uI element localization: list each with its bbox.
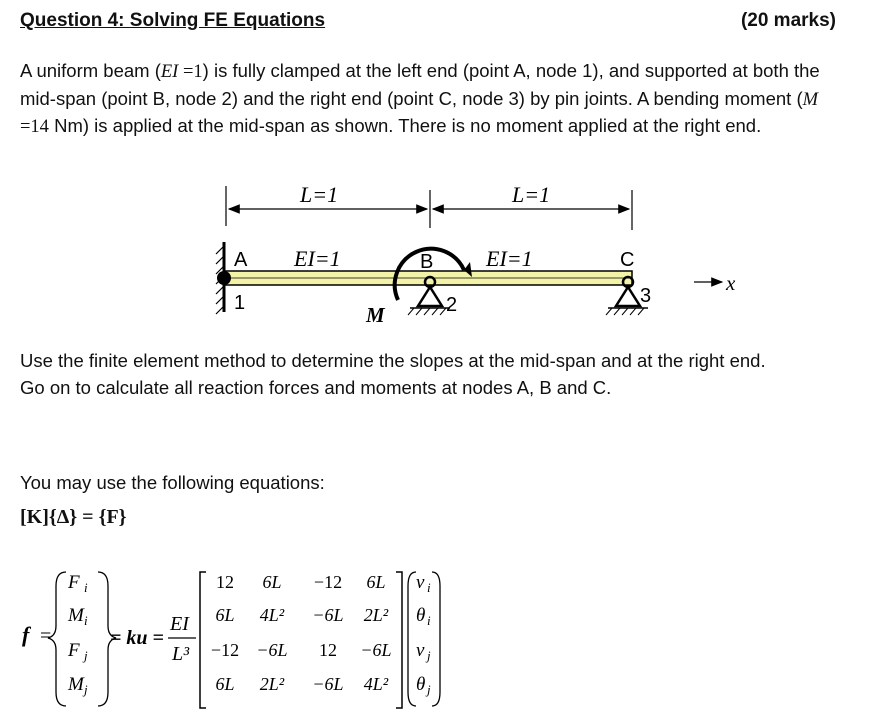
left-brace bbox=[48, 572, 66, 706]
displacement-vector bbox=[416, 572, 431, 697]
ku-label: = ku = bbox=[110, 627, 164, 649]
moment-value: =14 bbox=[20, 117, 49, 137]
matrix-cell: −6L bbox=[312, 605, 344, 625]
matrix-cell: 6L bbox=[262, 572, 282, 592]
global-equation: [K]{Δ} = {F} bbox=[20, 506, 127, 528]
matrix-cell: 6L bbox=[215, 674, 235, 694]
matrix-right-bracket bbox=[396, 572, 402, 708]
marks-label: (20 marks) bbox=[740, 10, 836, 31]
moment-symbol: M bbox=[802, 89, 819, 110]
force-subscript: i bbox=[84, 580, 88, 595]
matrix-cell: 4L² bbox=[363, 674, 389, 694]
disp-subscript: j bbox=[427, 648, 431, 663]
ei-label-1: EI=1 bbox=[294, 246, 341, 271]
matrix-cell: 2L² bbox=[363, 605, 389, 625]
disp-entry: v bbox=[416, 572, 425, 593]
matrix-cell: 12 bbox=[216, 572, 234, 592]
intro-text-1: A uniform beam ( bbox=[20, 60, 161, 81]
point-b-label: B bbox=[420, 251, 434, 273]
node-3-label: 3 bbox=[640, 285, 652, 307]
node-1-marker bbox=[217, 271, 231, 285]
disp-subscript: i bbox=[427, 613, 431, 628]
svg-text:=: = bbox=[40, 625, 52, 647]
matrix-left-bracket bbox=[200, 572, 206, 708]
task-line-2: Go on to calculate all reaction forces and moments at nodes A, B and C. bbox=[20, 376, 612, 398]
equations-intro: You may use the following equations: bbox=[20, 472, 325, 493]
ei-value: =1 bbox=[178, 62, 203, 82]
force-vector bbox=[67, 572, 88, 697]
force-entry: F bbox=[68, 572, 80, 593]
disp-subscript: i bbox=[427, 580, 431, 595]
matrix-cell: −12 bbox=[210, 640, 240, 660]
matrix-cell: 12 bbox=[319, 640, 337, 660]
disp-right-brace bbox=[432, 572, 440, 706]
point-c-label: C bbox=[620, 249, 635, 271]
disp-entry: θ bbox=[416, 674, 426, 695]
matrix-cell: 2L² bbox=[259, 674, 285, 694]
matrix-cell: 6L bbox=[366, 572, 386, 592]
ei-label-2: EI=1 bbox=[486, 246, 533, 271]
intro-text-2: ) is fully clamped at the left end (point A, node 1), and supported at both the mid-span (point B, node 2) and the right end (point C, node 3) by pin joints. A bending moment ( bbox=[20, 60, 820, 109]
span-label-1: L=1 bbox=[300, 182, 339, 207]
disp-entry: v bbox=[416, 640, 425, 661]
force-entry: F bbox=[68, 640, 80, 661]
disp-left-brace bbox=[408, 572, 416, 706]
matrix-cell: −6L bbox=[360, 640, 392, 660]
element-equation bbox=[0, 560, 892, 727]
intro-text-3: Nm) is applied at the mid-span as shown. There is no moment applied at the right end. bbox=[48, 115, 762, 136]
f-symbol: f bbox=[22, 622, 30, 647]
node-2-label: 2 bbox=[446, 294, 458, 316]
coef-denominator: L³ bbox=[172, 643, 190, 665]
matrix-cell: −6L bbox=[256, 640, 288, 660]
stiffness-matrix bbox=[211, 572, 392, 694]
ei-symbol: EI bbox=[160, 62, 179, 82]
span-label-2: L=1 bbox=[512, 182, 551, 207]
task-statement bbox=[20, 348, 850, 401]
task-line-1: Use the finite element method to determine the slopes at the mid-span and at the right end. bbox=[20, 350, 766, 371]
force-entry: M bbox=[68, 605, 84, 626]
matrix-cell: −6L bbox=[312, 674, 344, 694]
force-entry: M bbox=[68, 674, 84, 695]
force-subscript: j bbox=[84, 682, 88, 697]
matrix-cell: 4L² bbox=[259, 605, 285, 625]
point-a-label: A bbox=[234, 249, 248, 271]
coef-numerator: EI bbox=[170, 613, 189, 635]
matrix-cell: −12 bbox=[313, 572, 343, 592]
force-subscript: i bbox=[84, 613, 88, 628]
dimension-lines bbox=[226, 186, 632, 230]
question-title: Question 4: Solving FE Equations bbox=[20, 10, 326, 31]
force-subscript: j bbox=[84, 648, 88, 663]
disp-entry: θ bbox=[416, 605, 426, 626]
node-1-label: 1 bbox=[234, 292, 246, 314]
x-axis-label: x bbox=[726, 271, 736, 295]
disp-subscript: j bbox=[427, 682, 431, 697]
matrix-cell: 6L bbox=[215, 605, 235, 625]
moment-label: M bbox=[366, 303, 385, 327]
